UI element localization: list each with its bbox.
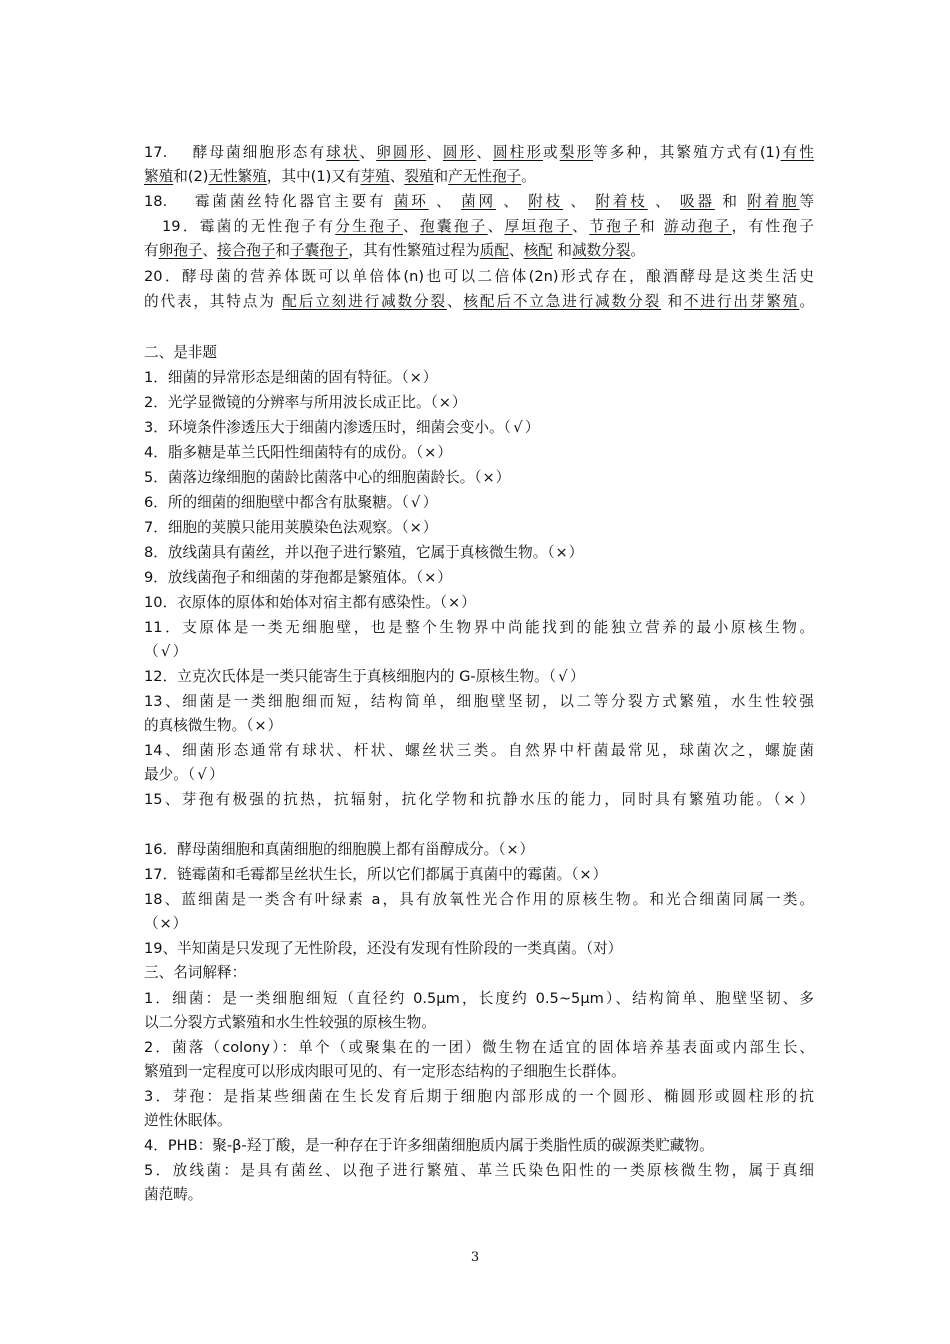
answer-mark: √ xyxy=(197,766,207,783)
section-2-title: 二、是非题 xyxy=(144,344,217,361)
definition-line: 2．菌落（colony）：单个（或聚集在的一团）微生物在适宜的固体培养基表面或内部生长、 xyxy=(144,1039,814,1056)
answer-mark: × xyxy=(482,469,495,486)
answer-mark: × xyxy=(409,369,422,386)
answer-mark: × xyxy=(424,569,437,586)
q18-line: 18. 霉菌菌丝特化器官主要有 菌环 、 菌网 、 附枝 、 附着枝 、 吸器 和 附着胞等 xyxy=(144,193,814,210)
answer-mark: × xyxy=(579,866,592,883)
answer-mark: × xyxy=(254,717,267,734)
definition-line: 5．放线菌：是具有菌丝、以孢子进行繁殖、革兰氏染色阳性的一类原核微生物，属于真细 xyxy=(144,1162,814,1179)
tf-line: 16．酵母菌细胞和真菌细胞的细胞膜上都有甾醇成分。（×） xyxy=(144,839,814,861)
answer-mark: × xyxy=(506,841,519,858)
answer-mark: × xyxy=(555,544,568,561)
tf-line: 5．菌落边缘细胞的菌龄比菌落中心的细胞菌龄长。（×） xyxy=(144,467,814,489)
tf-line: 8．放线菌具有菌丝，并以孢子进行繁殖，它属于真核微生物。（×） xyxy=(144,542,814,564)
tf-line: （×） xyxy=(144,913,814,935)
q20-line-2: 的代表，其特点为 配后立刻进行减数分裂、核配后不立急进行减数分裂 和不进行出芽繁殖。 xyxy=(144,293,814,310)
answer-mark: × xyxy=(424,444,437,461)
answer-mark: × xyxy=(159,915,172,932)
answer-mark: √ xyxy=(513,419,523,436)
q19-line-1: 19．霉菌的无性孢子有分生孢子、孢囊孢子、厚垣孢子、节孢子和 游动孢子，有性孢子 xyxy=(162,218,814,235)
tf-line: 3．环境条件渗透压大于细菌内渗透压时，细菌会变小。（ √ ） xyxy=(144,417,814,439)
q19-line-2: 有卵孢子、接合孢子和子囊孢子，其有性繁殖过程为质配、核配 和减数分裂。 xyxy=(144,242,646,259)
definition-line: 4．PHB：聚-β-羟丁酸，是一种存在于许多细菌细胞质内属于类脂性质的碳源类贮藏物。 xyxy=(144,1137,714,1154)
q17-line-2: 繁殖和(2)无性繁殖，其中(1)又有芽殖、裂殖和产无性孢子。 xyxy=(144,168,536,185)
tf-line: 10．衣原体的原体和始体对宿主都有感染性。（×） xyxy=(144,592,814,614)
answer-mark: √ xyxy=(411,494,421,511)
answer-mark: × xyxy=(783,791,796,808)
tf-line: 14、细菌形态通常有球状、杆状、螺丝状三类。自然界中杆菌最常见，球菌次之，螺旋菌 xyxy=(144,742,814,759)
definition-line: 繁殖到一定程度可以形成肉眼可见的、有一定形态结构的子细胞生长群体。 xyxy=(144,1063,626,1080)
section-3-title: 三、名词解释： xyxy=(144,964,247,981)
tf-line: 13、细菌是一类细胞细而短，结构简单，细胞壁坚韧，以二等分裂方式繁殖，水生性较强 xyxy=(144,693,814,710)
tf-line: 17．链霉菌和毛霉都呈丝状生长，所以它们都属于真菌中的霉菌。（×） xyxy=(144,864,814,886)
q20-line-1: 20．酵母菌的营养体既可以单倍体(n)也可以二倍体(2n)形式存在，酿酒酵母是这类生活史 xyxy=(144,268,814,285)
answer-mark: × xyxy=(438,394,451,411)
answer-mark: √ xyxy=(558,668,568,685)
tf-line: 11．支原体是一类无细胞壁，也是整个生物界中尚能找到的能独立营养的最小原核生物。 xyxy=(144,619,814,636)
definition-line: 逆性休眠体。 xyxy=(144,1112,232,1129)
tf-line: 19、半知菌是只发现了无性阶段，还没有发现有性阶段的一类真菌。（对） xyxy=(144,940,623,957)
answer-mark: × xyxy=(448,594,461,611)
tf-line: 18、蓝细菌是一类含有叶绿素 a，具有放氧性光合作用的原核生物。和光合细菌同属一类。 xyxy=(144,891,814,908)
tf-line: 15、芽孢有极强的抗热，抗辐射，抗化学物和抗静水压的能力，同时具有繁殖功能。（× ） xyxy=(144,789,814,811)
tf-line: 1．细菌的异常形态是细菌的固有特征。（×） xyxy=(144,367,814,389)
tf-line: 9．放线菌孢子和细菌的芽孢都是繁殖体。（×） xyxy=(144,567,814,589)
answer-mark: × xyxy=(409,519,422,536)
tf-line: 最少。（ √ ） xyxy=(144,764,814,786)
tf-line: 4．脂多糖是革兰氏阳性细菌特有的成份。（×） xyxy=(144,442,814,464)
page-number: 3 xyxy=(470,1250,480,1265)
tf-line: 6．所的细菌的细胞壁中都含有肽聚糖。（ √ ） xyxy=(144,492,814,514)
definition-line: 以二分裂方式繁殖和水生性较强的原核生物。 xyxy=(144,1014,436,1031)
answer-mark: √ xyxy=(160,643,171,660)
definition-line: 3．芽孢：是指某些细菌在生长发育后期于细胞内部形成的一个圆形、椭圆形或圆柱形的抗 xyxy=(144,1088,814,1105)
tf-line: 12．立克次氏体是一类只能寄生于真核细胞内的 G-原核生物。（ √ ） xyxy=(144,666,814,688)
q17-line-1: 17. 酵母菌细胞形态有球状、卵圆形、圆形、圆柱形或梨形等多种，其繁殖方式有(1)有性 xyxy=(144,144,814,161)
tf-line: 的真核微生物。（×） xyxy=(144,715,814,737)
tf-line: 7．细胞的荚膜只能用荚膜染色法观察。（×） xyxy=(144,517,814,539)
tf-line: 2．光学显微镜的分辨率与所用波长成正比。（×） xyxy=(144,392,814,414)
definition-line: 菌范畴。 xyxy=(144,1186,203,1203)
definition-line: 1．细菌：是一类细胞细短（直径约 0.5μm，长度约 0.5~5μm）、结构简单、胞壁坚韧、多 xyxy=(144,990,814,1007)
tf-line: （ √ ） xyxy=(144,641,814,663)
